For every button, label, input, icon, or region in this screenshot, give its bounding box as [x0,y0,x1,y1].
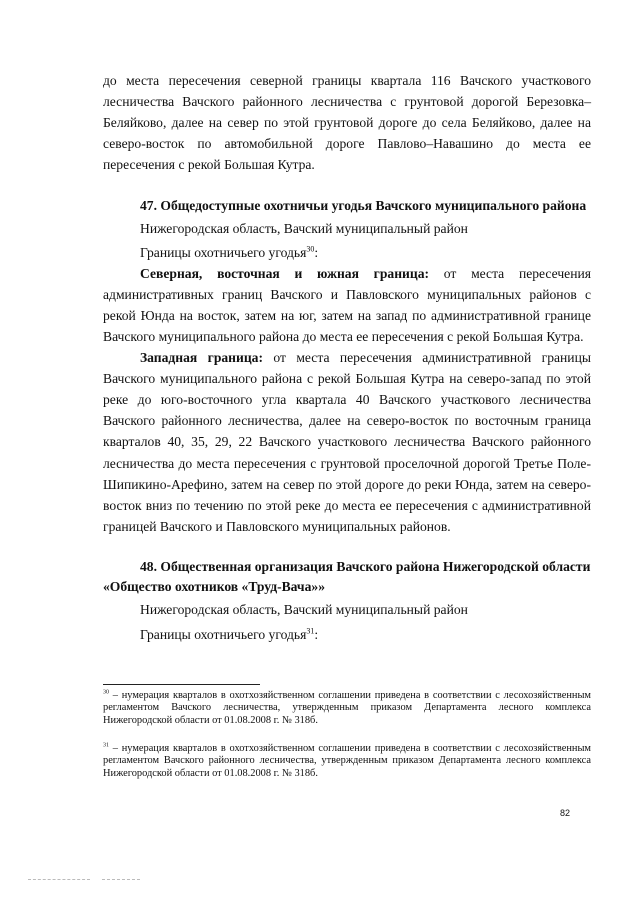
north-east-south-label: Северная, восточная и южная граница: [140,265,430,281]
section-47-heading: 47. Общедоступные охотничьи угодья Вачского муниципального района [140,198,587,214]
document-body [103,70,591,645]
borders-label-text: Границы охотничьего угодья [140,626,307,642]
section-48-heading: 48. Общественная организация Вачского района Нижегородской области «Общество охотников «Труд-Вача»» [103,558,591,594]
west-border [103,347,591,537]
borders-colon: : [314,626,319,642]
section-48-region: Нижегородская область, Вачский муниципальный район [140,601,468,617]
west-label: Западная граница: [140,350,264,366]
footnote-separator [103,684,260,685]
section-47-borders-label [103,242,591,263]
footnote-31 [103,743,591,780]
section-48-borders-label [103,624,591,645]
north-east-south-text: от места пересечения административных границ Вачского и Павловского муниципальных районов с рекой Юнда на восток, затем на юг, затем на запад по административной границе Вачского муниципального района до места ее пересечения с рекой Большая Кутра. [103,265,591,344]
footnote-ref-30: 30 [306,244,315,254]
footnote-30 [103,690,591,727]
scan-artifact-line [102,879,140,880]
borders-label-text: Границы охотничьего угодья [140,244,307,260]
section-47-region: Нижегородская область, Вачский муниципальный район [140,221,468,237]
footnote-text: – нумерация кварталов в охотхозяйственном соглашении приведена в соответствии с лесохозяйственным регламентом Вачского районного лесничества, утвержденным приказом Департамента лесного комплекса Нижегородской области от 01.08.2008 г. № 318б. [103,743,591,779]
footnote-mark: 30 [103,689,109,696]
scan-artifact-line [28,879,90,880]
west-text: от места пересечения административной границы Вачского муниципального района с рекой Большая Кутра на северо-запад по этой реке до юго-восточного угла квартала 40 Вачского участкового лесничества Вачского районного лесничества, далее на северо-восток по восточным граница кварталов 40, 35, 29, 22 Вачского участкового лесничества Вачского районного лесничества до места пересечения с грунтовой проселочной дорогой Третье Поле-Шипикино-Арефино, затем на север по этой дороге до реки Юнда, затем на северо-восток вниз по течению по этой реке до места ее пересечения с административной границей Вачского и Павловского муниципальных районов. [103,350,591,534]
page-number: 82 [560,808,571,818]
borders-colon: : [314,244,319,260]
footnote-ref-31: 31 [306,626,315,636]
intro-paragraph: до места пересечения северной границы квартала 116 Вачского участкового лесничества Вачского районного лесничества с грунтовой дорогой Березовка–Беляйково, далее на север по этой грунтовой дороге до села Беляйково, далее на северо-восток по автомобильной дороге Павлово–Навашино до места ее пересечения с рекой Большая Кутра. [103,73,591,173]
footnote-text: – нумерация кварталов в охотхозяйственном соглашении приведена в соответствии с лесохозяйственным регламентом Вачского лесничества, утвержденным приказом Департамента лесного комплекса Нижегородской области от 01.08.2008 г. № 318б. [103,690,591,726]
footnote-mark: 31 [103,742,109,749]
north-east-south-border [103,263,591,347]
